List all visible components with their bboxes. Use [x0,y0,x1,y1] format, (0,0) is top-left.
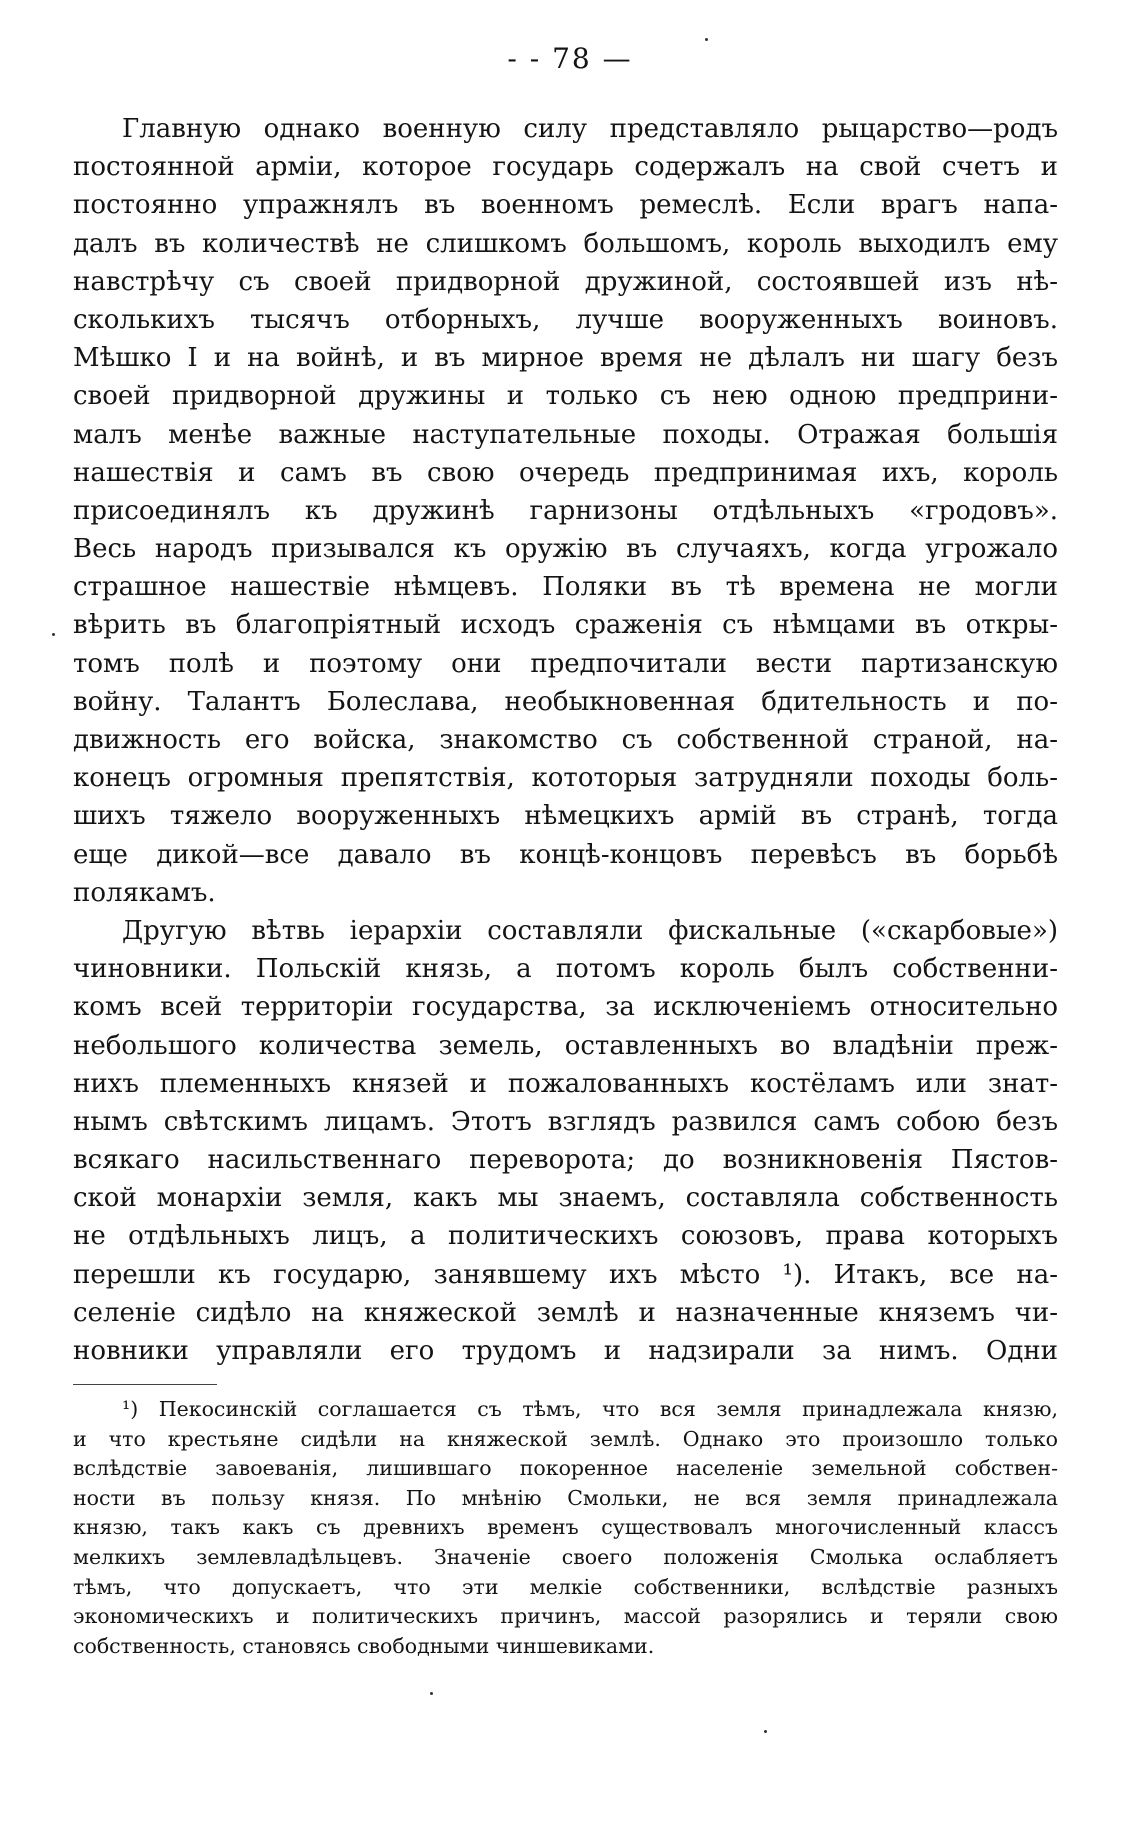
footnote-line: и что крестьяне сидѣли на княжеской землѣ. Однако это произошло только [73,1426,1058,1451]
text-line: комъ всей территоріи государства, за исключеніемъ относительно [73,992,1058,1023]
text-line: движность его войска, знакомство съ собственной страной, на- [73,725,1058,755]
text-line: небольшого количества земель, оставленныхъ во владѣніи преж- [73,1030,1058,1061]
footnote-line: вслѣдствіе завоеванія, лишившаго покоренное населеніе земельной собствен- [73,1456,1058,1481]
text-line: всякаго насильственнаго переворота; до возникновенія Пястов- [73,1145,1058,1176]
paragraph-2 [73,912,1058,1370]
footnote-divider [73,1384,217,1385]
text-line: своей придворной дружины и только съ нею одною предприни- [73,381,1058,412]
text-line: присоединялъ къ дружинѣ гарнизоны отдѣльныхъ «гродовъ». [73,495,1058,526]
text-line: постоянно упражнялъ въ военномъ ремеслѣ. Если врагъ напа- [73,190,1058,221]
text-line: нихъ племенныхъ князей и пожалованныхъ костёламъ или знат- [73,1068,1058,1099]
text-line: войну. Талантъ Болеслава, необыкновенная бдительность и по- [73,686,1058,717]
scan-speck [52,633,55,636]
footnote-line: князю, такъ какъ съ древнихъ временъ существовалъ многочисленный классъ [73,1515,1058,1540]
text-line: Весь народъ призывался къ оружію въ случаяхъ, когда угрожало [73,534,1058,565]
text-line: томъ полѣ и поэтому они предпочитали вести партизанскую [73,648,1058,679]
main-text [73,110,1058,1370]
text-line: Главную однако военную силу представляло рыцарство—родъ [122,114,1058,144]
footnote-line: ¹) Пекосинскій соглашается съ тѣмъ, что вся земля принадлежала князю, [122,1397,1058,1421]
text-line: селеніе сидѣло на княжеской землѣ и назначенные княземъ чи- [73,1297,1058,1328]
scan-speck [764,1730,767,1733]
footnote-line: ности въ пользу князя. По мнѣнію Смольки, не вся земля принадлежала [73,1485,1058,1510]
text-line: сколькихъ тысячъ отборныхъ, лучше вооруженныхъ воиновъ. [73,304,1058,335]
text-line: перешли къ государю, занявшему ихъ мѣсто ¹). Итакъ, все на- [73,1259,1058,1290]
paragraph-1 [73,110,1058,912]
text-line: постоянной арміи, которое государь содержалъ на свой счетъ и [73,152,1058,183]
text-line: Мѣшко I и на войнѣ, и въ мирное время не дѣлалъ ни шагу безъ [73,343,1058,374]
text-line: Другую вѣтвь іерархіи составляли фискальные («скарбовые») [122,915,1058,946]
text-line: нашествія и самъ въ свою очередь предпринимая ихъ, король [73,457,1058,488]
text-line: малъ менѣе важные наступательные походы. Отражая большія [73,419,1058,450]
text-line: далъ въ количествѣ не слишкомъ большомъ, король выходилъ ему [73,228,1058,259]
text-line: еще дикой—все давало въ концѣ-концовъ перевѣсъ въ борьбѣ [73,839,1058,870]
page-number: - - 78 — [507,42,633,75]
text-line: чиновники. Польскій князь, а потомъ король былъ собственни- [73,954,1058,985]
text-line: нымъ свѣтскимъ лицамъ. Этотъ взглядъ развился самъ собою безъ [73,1106,1058,1137]
text-line: конецъ огромныя препятствія, кототорыя затрудняли походы боль- [73,763,1058,794]
text-line: шихъ тяжело вооруженныхъ нѣмецкихъ армій въ странѣ, тогда [73,801,1058,832]
scan-speck [430,1692,433,1695]
footnote-line: мелкихъ землевладѣльцевъ. Значеніе своего положенія Смолька ослабляетъ [73,1544,1058,1569]
text-line: ской монархіи земля, какъ мы знаемъ, составляла собственность [73,1183,1058,1214]
footnote-line: собственность, становясь свободными чиншевиками. [73,1633,655,1658]
footnote-line: тѣмъ, что допускаетъ, что эти мелкіе собственники, вслѣдствіе разныхъ [73,1574,1058,1599]
text-line: страшное нашествіе нѣмцевъ. Поляки въ тѣ времена не могли [73,572,1058,603]
scan-speck [705,38,708,41]
text-line: навстрѣчу съ своей придворной дружиной, состоявшей изъ нѣ- [73,266,1058,297]
text-line: новники управляли его трудомъ и надзирали за нимъ. Одни [73,1336,1058,1366]
text-line: вѣрить въ благопріятный исходъ сраженія съ нѣмцами въ откры- [73,610,1058,641]
text-line: не отдѣльныхъ лицъ, а политическихъ союзовъ, права которыхъ [73,1221,1058,1252]
footnote-line: экономическихъ и политическихъ причинъ, массой разорялись и теряли свою [73,1604,1058,1629]
text-line: полякамъ. [73,877,216,908]
footnote [73,1395,1058,1661]
